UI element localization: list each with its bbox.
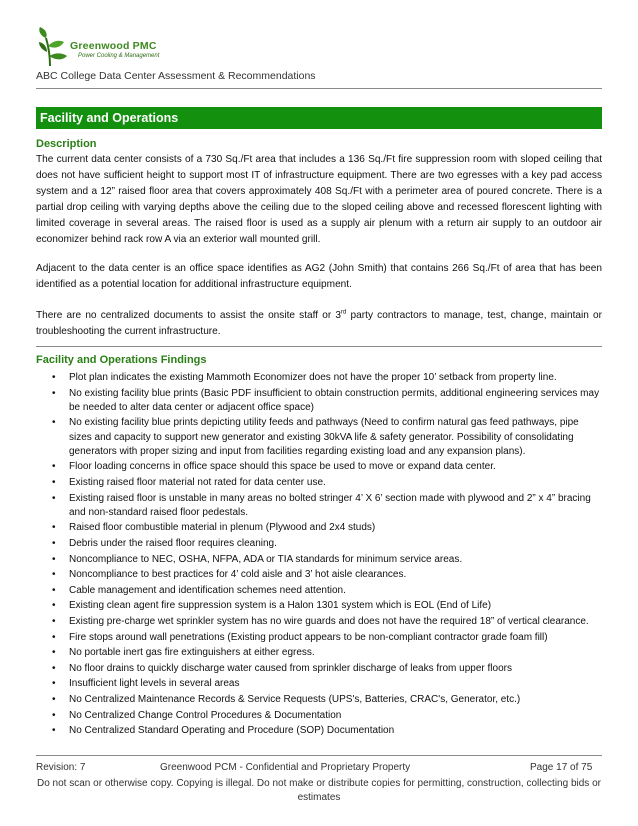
document-header: ABC College Data Center Assessment & Recommendations [36, 70, 316, 82]
paragraph-3-text-start: There are no centralized documents to assist the onsite staff or 3 [36, 310, 342, 321]
finding-item [48, 476, 602, 490]
finding-text: Plot plan indicates the existing Mammoth Economizer does not have the proper 10’ setback from property line. [69, 372, 557, 383]
finding-item [48, 709, 602, 723]
finding-text: No existing facility blue prints (Basic PDF insufficient to obtain construction permits, additional engineering services may be needed to alter data center or adjacent office space) [69, 387, 600, 413]
paragraph-3-text-end: party contractors to manage, test, change, maintain or troubleshooting the current infrastructure. [36, 310, 603, 337]
bullet-icon: • [52, 678, 56, 690]
finding-text: Existing clean agent fire suppression system is a Halon 1301 system which is EOL (End of Life) [69, 600, 492, 612]
footer-property-notice: Greenwood PCM - Confidential and Proprietary Property [160, 762, 411, 773]
bullet-icon: • [52, 569, 56, 581]
description-paragraph-3 [36, 308, 602, 340]
bullet-icon: • [52, 387, 56, 399]
bullet-icon: • [52, 647, 56, 659]
findings-list [48, 371, 602, 740]
finding-text: Noncompliance to NEC, OSHA, NFPA, ADA or TIA standards for minimum service areas. [69, 553, 463, 565]
finding-item [48, 693, 602, 707]
bullet-icon: • [52, 522, 56, 534]
footer-revision: Revision: 7 [36, 762, 86, 773]
finding-item [48, 371, 602, 385]
bullet-icon: • [52, 492, 56, 504]
ordinal-superscript: rd [341, 309, 347, 316]
bullet-icon: • [52, 600, 56, 612]
footer-divider [36, 755, 602, 756]
description-heading: Description [36, 138, 97, 150]
finding-item [48, 631, 602, 645]
bullet-icon: • [52, 709, 56, 721]
finding-item [48, 584, 602, 598]
finding-text: Raised floor combustible material in plenum (Plywood and 2x4 studs) [69, 522, 376, 534]
findings-heading: Facility and Operations Findings [36, 354, 207, 366]
bullet-icon: • [52, 372, 56, 383]
bullet-icon: • [52, 476, 56, 488]
finding-item [48, 387, 602, 415]
finding-text: Existing raised floor material not rated for data center use. [69, 476, 326, 488]
bullet-icon: • [52, 584, 56, 596]
logo-tagline: Power Cooling & Management [78, 53, 160, 59]
footer-page-number: Page 17 of 75 [530, 762, 593, 773]
finding-item [48, 553, 602, 567]
finding-text: No existing facility blue prints depicting utility feeds and pathways (Need to confirm natural gas feed pathways, pipe sizes and capacity to support new generator and existing 30kVA life & safety generator. Possibility of consolidating generators with proper sizing and input from facilities regarding existing load and any expansion plans). [69, 417, 579, 457]
finding-text: Existing raised floor is unstable in many areas no bolted stringer 4’ X 6’ section made with plywood and 2” x 4” bracing and non-standard raised floor pedestals. [69, 492, 591, 518]
finding-item [48, 599, 602, 613]
finding-item [48, 724, 602, 738]
finding-item [48, 521, 602, 535]
finding-text: No Centralized Standard Operating and Procedure (SOP) Documentation [69, 725, 395, 737]
finding-item [48, 646, 602, 660]
bullet-icon: • [52, 662, 56, 674]
finding-item [48, 615, 602, 629]
finding-item [48, 492, 602, 520]
bullet-icon: • [52, 693, 56, 705]
bullet-icon: • [52, 417, 56, 429]
logo-name: Greenwood PMC [70, 40, 157, 52]
finding-text: No floor drains to quickly discharge water caused from sprinkler discharge of leaks from upper floors [69, 662, 512, 674]
finding-item [48, 537, 602, 551]
finding-text: No portable inert gas fire extinguishers at either egress. [69, 647, 315, 659]
finding-text: Existing pre-charge wet sprinkler system has no wire guards and does not have the required 18” of vertical clearance. [69, 615, 589, 627]
finding-item [48, 460, 602, 474]
finding-text: Debris under the raised floor requires cleaning. [69, 537, 277, 549]
company-logo [36, 26, 206, 68]
description-paragraph-1: The current data center consists of a 730 Sq./Ft area that includes a 136 Sq./Ft fire suppression room with sloped ceiling that does not have sufficient height to support most IT of infrastructure equipment. There are two egresses with a key pad access system and a 12” raised floor area that covers approximately 408 Sq./Ft with a perimeter area of poured concrete. There is a partial drop ceiling with varying depths above the ceiling due to the sloped ceiling above and recessed florescent lighting with limited coverage in several areas. The raised floor is used as a supply air plenum with a return air supply to an outdoor air economizer behind rack row A via an exterior wall mounted grill. [36, 154, 602, 245]
bullet-icon: • [52, 615, 56, 627]
finding-text: Floor loading concerns in office space should this space be used to move or expand data center. [69, 461, 496, 473]
bullet-icon: • [52, 461, 56, 473]
description-paragraph-2: Adjacent to the data center is an office space identifies as AG2 (John Smith) that contains 266 Sq./Ft of area that has been identified as a potential location for additional infrastructure equipment. [36, 263, 602, 290]
bullet-icon: • [52, 725, 56, 737]
finding-item [48, 662, 602, 676]
bullet-icon: • [52, 631, 56, 643]
bullet-icon: • [52, 537, 56, 549]
section-title: Facility and Operations [36, 107, 602, 129]
header-divider [36, 88, 602, 89]
finding-text: Fire stops around wall penetrations (Existing product appears to be non-compliant contractor grade foam fill) [69, 631, 548, 643]
finding-item [48, 677, 602, 691]
finding-item [48, 416, 602, 459]
finding-text: No Centralized Maintenance Records & Service Requests (UPS's, Batteries, CRAC's, Generator, etc.) [69, 693, 521, 705]
section-divider [36, 346, 602, 347]
finding-text: Noncompliance to best practices for 4’ cold aisle and 3’ hot aisle clearances. [69, 569, 407, 581]
finding-text: Cable management and identification schemes need attention. [69, 584, 346, 596]
finding-text: No Centralized Change Control Procedures & Documentation [69, 709, 342, 721]
finding-text: Insufficient light levels in several areas [69, 678, 240, 690]
footer-copy-notice: Do not scan or otherwise copy. Copying is illegal. Do not make or distribute copies for permitting, construction, collecting bids or estimates [37, 778, 601, 803]
bullet-icon: • [52, 553, 56, 565]
finding-item [48, 568, 602, 582]
